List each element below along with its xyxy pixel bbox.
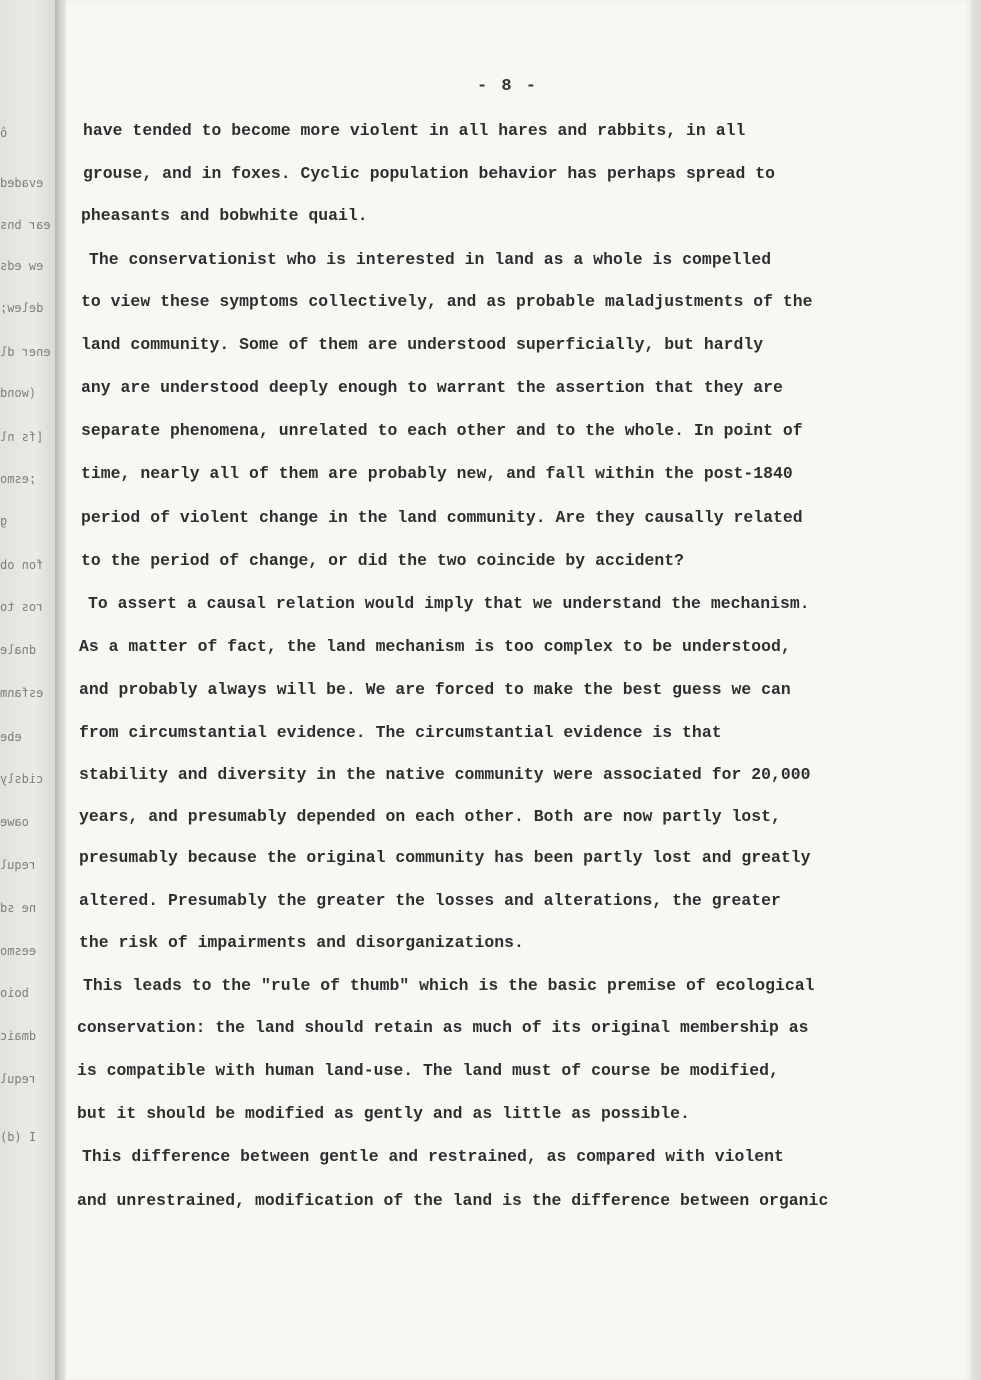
text-line: period of violent change in the land community. Are they causally related: [81, 508, 803, 527]
text-line: separate phenomena, unrelated to each other and to the whole. In point of: [81, 421, 803, 440]
facing-page-fragment: eesmo: [0, 944, 37, 958]
text-line: presumably because the original community has been partly lost and greatly: [79, 848, 811, 867]
text-line: stability and diversity in the native community were associated for 20,000: [79, 765, 811, 784]
text-line: To assert a causal relation would imply that we understand the mechanism.: [88, 594, 810, 613]
facing-page-fragment: ear bns: [0, 218, 51, 232]
text-line: years, and presumably depended on each other. Both are now partly lost,: [79, 807, 781, 826]
text-line: any are understood deeply enough to warrant the assertion that they are: [81, 378, 783, 397]
facing-page-fragment: ener dl: [0, 345, 51, 359]
facing-page-fragment: requl: [0, 1072, 37, 1086]
facing-page-fragment: fon ob: [0, 558, 44, 572]
text-line: to view these symptoms collectively, and as probable maladjustments of the: [81, 292, 813, 311]
text-line: grouse, and in foxes. Cyclic population behavior has perhaps spread to: [83, 164, 776, 183]
text-line: is compatible with human land-use. The land must of course be modified,: [77, 1061, 779, 1080]
text-line: As a matter of fact, the land mechanism is too complex to be understood,: [79, 637, 791, 656]
facing-page-fragment: esfanm: [0, 686, 44, 700]
text-line: have tended to become more violent in all hares and rabbits, in all: [83, 121, 746, 140]
text-line: the risk of impairments and disorganizations.: [79, 933, 524, 952]
text-line: This difference between gentle and restrained, as compared with violent: [82, 1147, 784, 1166]
facing-page-fragment: requl: [0, 858, 37, 872]
page-number: - 8 -: [477, 77, 539, 96]
facing-page-fragment: ebe: [0, 730, 22, 744]
text-line: conservation: the land should retain as much of its original membership as: [77, 1018, 809, 1037]
facing-page-edge: [0, 0, 58, 1380]
text-line: pheasants and bobwhite quail.: [81, 206, 368, 225]
facing-page-fragment: ne sd: [0, 901, 37, 915]
text-line: from circumstantial evidence. The circumstantial evidence is that: [79, 723, 722, 742]
page-right-edge: [971, 0, 981, 1380]
text-line: time, nearly all of them are probably new, and fall within the post-1840: [81, 464, 793, 483]
facing-page-fragment: I (d): [0, 1130, 37, 1144]
facing-page-fragment: cidsly: [0, 772, 44, 786]
text-line: but it should be modified as gently and as little as possible.: [77, 1104, 690, 1123]
facing-page-fragment: ô: [0, 126, 8, 140]
text-line: altered. Presumably the greater the losses and alterations, the greater: [79, 891, 781, 910]
text-line: land community. Some of them are understood superficially, but hardly: [81, 335, 764, 354]
facing-page-fragment: ros to: [0, 600, 44, 614]
facing-page-fragment: (wond: [0, 386, 37, 400]
facing-page-fragment: ew eds: [0, 259, 44, 273]
facing-page-fragment: dnale: [0, 643, 37, 657]
facing-page-fragment: boio: [0, 986, 29, 1000]
facing-page-fragment: ;esmo: [0, 472, 37, 486]
facing-page-fragment: dmaic: [0, 1029, 37, 1043]
facing-page-fragment: oawe: [0, 815, 29, 829]
text-line: This leads to the "rule of thumb" which is the basic premise of ecological: [83, 976, 815, 995]
typed-page: [66, 0, 971, 1380]
facing-page-fragment: g: [0, 514, 8, 528]
facing-page-fragment: [fs nl: [0, 430, 44, 444]
text-line: to the period of change, or did the two coincide by accident?: [81, 551, 685, 570]
facing-page-fragment: delew;: [0, 301, 44, 315]
facing-page-fragment: evaded: [0, 176, 44, 190]
text-line: and probably always will be. We are forced to make the best guess we can: [79, 680, 791, 699]
text-line: The conservationist who is interested in land as a whole is compelled: [89, 250, 772, 269]
text-line: and unrestrained, modification of the land is the difference between organic: [77, 1191, 829, 1210]
